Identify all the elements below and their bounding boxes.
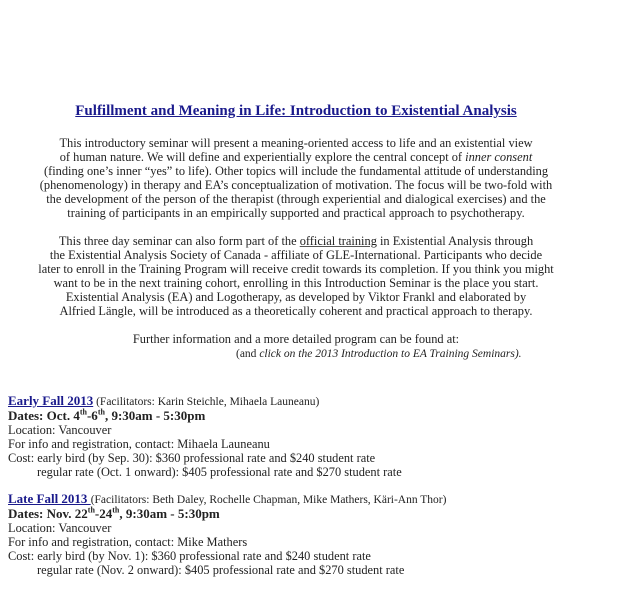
program-line: the Existential Analysis Society of Canada - affiliate of GLE-International. Participants who decide bbox=[49, 248, 543, 262]
program-line bbox=[0, 234, 592, 248]
further-info: Further information and a more detailed program can be found at: bbox=[132, 332, 460, 346]
intro-line: This introductory seminar will present a meaning-oriented access to life and an existential view bbox=[59, 136, 533, 150]
session-early-fall bbox=[8, 394, 402, 479]
click-note-italic: click on the 2013 Introduction to EA Training Seminars). bbox=[259, 348, 522, 360]
intro-line: (phenomenology) in therapy and EA’s conceptualization of motivation. The focus will be two-fold with bbox=[39, 178, 553, 192]
program-line: want to be in the next training cohort, enrolling in this Introduction Seminar is the place you start. bbox=[53, 276, 539, 290]
dates-sup: th bbox=[79, 407, 87, 417]
session-header bbox=[8, 394, 402, 409]
intro-line: the development of the person of the therapist (through experiential and dialogical exercises) and the bbox=[46, 192, 546, 206]
program-line: later to enroll in the Training Program will receive credit towards its completion. If you think you might bbox=[38, 262, 554, 276]
intro-text: of human nature. We will define and experientially explore the central concept of bbox=[59, 150, 466, 164]
session-dates bbox=[8, 507, 446, 521]
dates-text: , 9:30am - 5:30pm bbox=[104, 408, 206, 423]
dates-text: -6 bbox=[86, 408, 98, 423]
session-facilitators: (Facilitators: Karin Steichle, Mihaela Launeanu) bbox=[93, 396, 320, 408]
click-note-prefix: (and bbox=[236, 348, 260, 360]
dates-text: Dates: Nov. 22 bbox=[8, 506, 88, 521]
program-paragraph bbox=[0, 234, 592, 318]
dates-text: -24 bbox=[94, 506, 113, 521]
session-header bbox=[8, 492, 446, 507]
session-name-link[interactable]: Late Fall 2013 bbox=[8, 491, 91, 506]
program-line: Existential Analysis (EA) and Logotherapy, as developed by Viktor Frankl and elaborated by bbox=[65, 290, 527, 304]
session-dates bbox=[8, 409, 402, 423]
dates-sup: th bbox=[97, 407, 105, 417]
session-cost-early: Cost: early bird (by Sep. 30): $360 professional rate and $240 student rate bbox=[8, 451, 376, 465]
program-text: This three day seminar can also form part of the bbox=[58, 234, 300, 248]
session-cost-regular: regular rate (Oct. 1 onward): $405 professional rate and $270 student rate bbox=[37, 465, 402, 479]
session-location: Location: Vancouver bbox=[8, 423, 112, 437]
dates-text: Dates: Oct. 4 bbox=[8, 408, 80, 423]
session-location: Location: Vancouver bbox=[8, 521, 112, 535]
program-text: in Existential Analysis through bbox=[376, 234, 534, 248]
dates-text: , 9:30am - 5:30pm bbox=[119, 506, 220, 521]
click-note bbox=[236, 348, 522, 360]
intro-paragraph bbox=[0, 136, 592, 220]
session-cost-regular: regular rate (Nov. 2 onward): $405 professional rate and $270 student rate bbox=[37, 563, 405, 577]
inner-consent-term: inner consent bbox=[465, 150, 533, 164]
program-line: Alfried Längle, will be introduced as a theoretically coherent and practical approach to therapy. bbox=[59, 304, 533, 318]
dates-sup: th bbox=[112, 505, 120, 515]
session-late-fall bbox=[8, 492, 446, 577]
session-facilitators: (Facilitators: Beth Daley, Rochelle Chapman, Mike Mathers, Käri-Ann Thor) bbox=[90, 494, 447, 506]
session-contact: For info and registration, contact: Mike Mathers bbox=[8, 535, 248, 549]
intro-line: training of participants in an empirically supported and practical approach to psychotherapy. bbox=[67, 206, 525, 220]
official-training-link[interactable]: official training bbox=[299, 234, 377, 248]
session-name-link[interactable]: Early Fall 2013 bbox=[8, 393, 94, 408]
intro-line: (finding one’s inner “yes” to life). Other topics will include the fundamental attitude of understanding bbox=[43, 164, 549, 178]
session-contact: For info and registration, contact: Mihaela Launeanu bbox=[8, 437, 270, 451]
page-title: Fulfillment and Meaning in Life: Introduction to Existential Analysis bbox=[75, 103, 517, 119]
session-cost-early: Cost: early bird (by Nov. 1): $360 professional rate and $240 student rate bbox=[8, 549, 371, 563]
dates-sup: th bbox=[87, 505, 95, 515]
intro-line bbox=[0, 150, 592, 164]
